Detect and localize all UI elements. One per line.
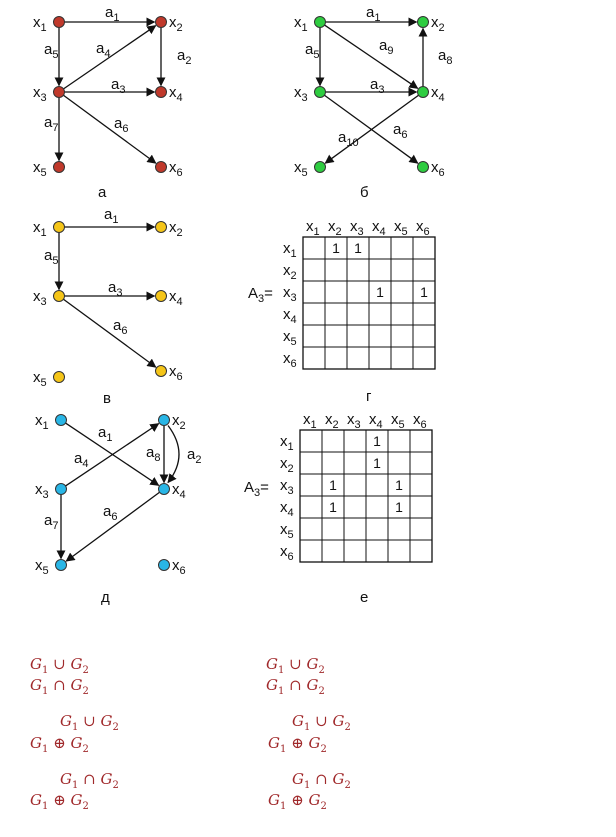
formula-r1-left-bottom: $G_1$ ∩ $G_2$ [30, 676, 89, 697]
edge-label-b-a9: $a_9$ [379, 37, 394, 57]
node-label-c-x3: $x_3$ [33, 288, 47, 308]
edge-label-d-a7: $a_7$ [44, 512, 59, 532]
matrix-col-header-e-x1: $x_1$ [303, 411, 317, 431]
matrix-cell-g-r3c4: 1 [376, 284, 384, 300]
matrix-col-header-g-x2: $x_2$ [328, 218, 342, 238]
node-c-x1 [54, 222, 65, 233]
edge-label-d-a4: $a_4$ [74, 450, 89, 470]
matrix-col-header-e-x2: $x_2$ [325, 411, 339, 431]
graph-b [294, 4, 452, 201]
formula-r2-right-bottom: $G_1$ ⊕ $G_2$ [268, 734, 327, 755]
edge-label-a-a3: $a_3$ [111, 76, 126, 96]
edge-label-a-a6: $a_6$ [114, 115, 129, 135]
matrix-cell-e-r2c4: 1 [373, 455, 381, 471]
matrix-col-header-e-x3: $x_3$ [347, 411, 361, 431]
edge-label-c-a3: $a_3$ [108, 279, 123, 299]
edge-d-a2 [168, 426, 179, 483]
formula-r1-left-top: $G_1$ ∪ $G_2$ [30, 655, 89, 676]
edge-c-a6 [63, 299, 155, 367]
formula-r3-right-bottom: $G_1$ ⊕ $G_2$ [268, 791, 327, 812]
node-label-c-x4: $x_4$ [169, 288, 183, 308]
formula-r2-left-top: $G_1$ ∪ $G_2$ [60, 712, 119, 733]
matrix-cell-g-r1c3: 1 [354, 240, 362, 256]
node-label-c-x6: $x_6$ [169, 363, 183, 383]
formula-r3-right-top: $G_1$ ∩ $G_2$ [292, 770, 351, 791]
edge-label-b-a5: $a_5$ [305, 41, 320, 61]
matrix-cell-e-r3c5: 1 [395, 477, 403, 493]
caption-g: г [366, 388, 372, 405]
matrix-row-header-g-x5: $x_5$ [283, 328, 297, 348]
matrix-row-header-e-x5: $x_5$ [280, 521, 294, 541]
node-label-d-x2: $x_2$ [172, 412, 186, 432]
edge-label-c-a1: $a_1$ [104, 206, 119, 226]
matrix-cell-g-r1c2: 1 [332, 240, 340, 256]
matrices-layer [244, 218, 435, 606]
edge-label-a-a2: $a_2$ [177, 47, 192, 67]
node-b-x1 [315, 17, 326, 28]
node-d-x1 [56, 415, 67, 426]
node-label-c-x5: $x_5$ [33, 369, 47, 389]
node-label-b-x3: $x_3$ [294, 84, 308, 104]
matrix-row-header-e-x3: $x_3$ [280, 477, 294, 497]
matrix-col-header-g-x5: $x_5$ [394, 218, 408, 238]
edge-label-d-a6: $a_6$ [103, 503, 118, 523]
caption-b: б [360, 184, 369, 201]
node-label-b-x2: $x_2$ [431, 14, 445, 34]
node-d-x6 [159, 560, 170, 571]
matrix-col-header-g-x4: $x_4$ [372, 218, 386, 238]
edge-label-b-a6: $a_6$ [393, 121, 408, 141]
edge-label-b-a3: $a_3$ [370, 76, 385, 96]
edge-a-a6 [63, 95, 155, 163]
node-label-c-x2: $x_2$ [169, 219, 183, 239]
node-label-d-x3: $x_3$ [35, 481, 49, 501]
matrix-row-header-g-x4: $x_4$ [283, 306, 297, 326]
edge-label-a-a1: $a_1$ [105, 4, 120, 24]
edge-label-d-a2: $a_2$ [187, 446, 202, 466]
matrix-e [244, 411, 432, 606]
edge-label-c-a6: $a_6$ [113, 317, 128, 337]
matrix-row-header-g-x6: $x_6$ [283, 350, 297, 370]
matrix-g [248, 218, 435, 405]
node-a-x6 [156, 162, 167, 173]
node-label-a-x1: $x_1$ [33, 14, 47, 34]
matrix-col-header-g-x3: $x_3$ [350, 218, 364, 238]
node-label-a-x5: $x_5$ [33, 159, 47, 179]
matrix-row-header-g-x3: $x_3$ [283, 284, 297, 304]
matrix-col-header-e-x6: $x_6$ [413, 411, 427, 431]
edge-label-a-a5: $a_5$ [44, 41, 59, 61]
node-b-x3 [315, 87, 326, 98]
node-label-c-x1: $x_1$ [33, 219, 47, 239]
formula-r1-right-bottom: $G_1$ ∩ $G_2$ [266, 676, 325, 697]
edge-label-a-a7: $a_7$ [44, 114, 59, 134]
node-d-x2 [159, 415, 170, 426]
edge-label-d-a1: $a_1$ [98, 424, 113, 444]
edge-label-d-a8: $a_8$ [146, 444, 161, 464]
matrix-row-header-e-x1: $x_1$ [280, 433, 294, 453]
node-c-x5 [54, 372, 65, 383]
node-a-x3 [54, 87, 65, 98]
node-d-x5 [56, 560, 67, 571]
matrix-name-e: $A_3=$ [244, 479, 269, 499]
node-a-x2 [156, 17, 167, 28]
matrix-row-header-e-x4: $x_4$ [280, 499, 294, 519]
matrix-name-g: $A_3=$ [248, 285, 273, 305]
matrix-cell-g-r3c6: 1 [420, 284, 428, 300]
node-b-x2 [418, 17, 429, 28]
node-a-x5 [54, 162, 65, 173]
matrix-row-header-e-x6: $x_6$ [280, 543, 294, 563]
formula-r2-right-top: $G_1$ ∪ $G_2$ [292, 712, 351, 733]
node-label-d-x4: $x_4$ [172, 481, 186, 501]
matrix-col-header-g-x6: $x_6$ [416, 218, 430, 238]
matrix-col-header-g-x1: $x_1$ [306, 218, 320, 238]
caption-d: д [101, 589, 110, 606]
matrix-row-header-e-x2: $x_2$ [280, 455, 294, 475]
node-a-x1 [54, 17, 65, 28]
node-label-d-x5: $x_5$ [35, 557, 49, 577]
node-c-x2 [156, 222, 167, 233]
matrix-row-header-g-x2: $x_2$ [283, 262, 297, 282]
graph-a [33, 4, 191, 201]
matrix-cell-e-r4c2: 1 [329, 499, 337, 515]
formula-r3-left-top: $G_1$ ∩ $G_2$ [60, 770, 119, 791]
node-label-b-x4: $x_4$ [431, 84, 445, 104]
node-d-x3 [56, 484, 67, 495]
caption-a: а [98, 184, 107, 201]
node-label-a-x4: $x_4$ [169, 84, 183, 104]
edge-label-b-a1: $a_1$ [366, 4, 381, 24]
edge-d-a6 [66, 492, 159, 561]
node-label-a-x2: $x_2$ [169, 14, 183, 34]
matrix-cell-e-r4c5: 1 [395, 499, 403, 515]
edge-label-b-a10: $a_{10}$ [338, 129, 359, 149]
node-label-b-x1: $x_1$ [294, 14, 308, 34]
node-label-b-x6: $x_6$ [431, 159, 445, 179]
matrix-col-header-e-x4: $x_4$ [369, 411, 383, 431]
matrix-col-header-e-x5: $x_5$ [391, 411, 405, 431]
caption-c: в [103, 390, 111, 407]
node-label-a-x3: $x_3$ [33, 84, 47, 104]
graph-c [33, 206, 183, 407]
edge-label-c-a5: $a_5$ [44, 247, 59, 267]
graphs-layer [33, 4, 452, 606]
edge-label-b-a8: $a_8$ [438, 47, 453, 67]
formula-r2-left-bottom: $G_1$ ⊕ $G_2$ [30, 734, 89, 755]
node-label-b-x5: $x_5$ [294, 159, 308, 179]
node-c-x6 [156, 366, 167, 377]
node-label-d-x1: $x_1$ [35, 412, 49, 432]
node-c-x4 [156, 291, 167, 302]
edge-label-a-a4: $a_4$ [96, 40, 111, 60]
graph-d [35, 412, 201, 606]
node-b-x6 [418, 162, 429, 173]
matrix-cell-e-r1c4: 1 [373, 433, 381, 449]
formula-r1-right-top: $G_1$ ∪ $G_2$ [266, 655, 325, 676]
node-label-a-x6: $x_6$ [169, 159, 183, 179]
node-a-x4 [156, 87, 167, 98]
matrix-row-header-g-x1: $x_1$ [283, 240, 297, 260]
node-label-d-x6: $x_6$ [172, 557, 186, 577]
node-d-x4 [159, 484, 170, 495]
node-c-x3 [54, 291, 65, 302]
node-b-x5 [315, 162, 326, 173]
matrix-cell-e-r3c2: 1 [329, 477, 337, 493]
formula-r3-left-bottom: $G_1$ ⊕ $G_2$ [30, 791, 89, 812]
node-b-x4 [418, 87, 429, 98]
caption-e: е [360, 589, 369, 606]
